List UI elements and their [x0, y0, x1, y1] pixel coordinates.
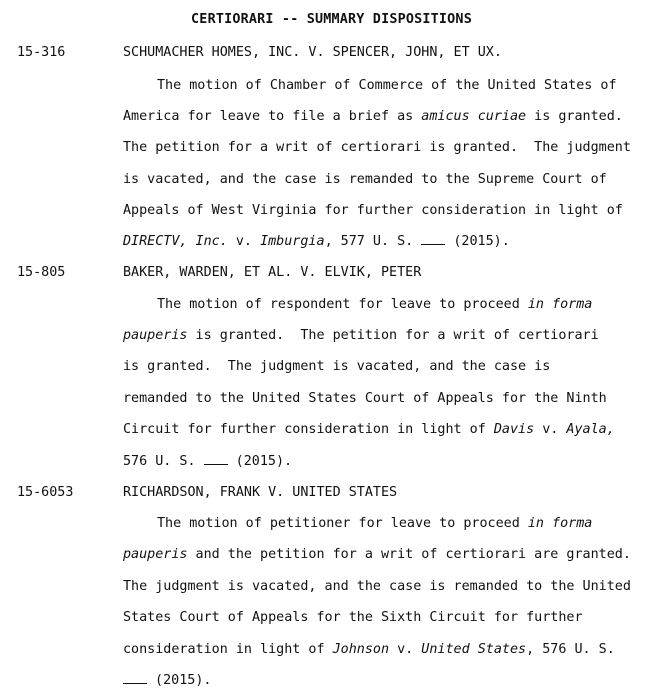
opinion-line: pauperis is granted. The petition for a writ of certiorari — [123, 328, 599, 343]
page-blank — [421, 233, 445, 245]
opinion-line: The judgment is vacated, and the case is remanded to the United — [123, 579, 631, 594]
opinion-line: States Court of Appeals for the Sixth Circuit for further — [123, 610, 583, 625]
opinion-line: (2015). — [123, 671, 212, 691]
case-caption: RICHARDSON, FRANK V. UNITED STATES — [123, 485, 398, 500]
opinion-line: Circuit for further consideration in light of Davis v. Ayala, — [123, 422, 615, 437]
section-heading: CERTIORARI -- SUMMARY DISPOSITIONS — [191, 12, 472, 27]
opinion-line: The petition for a writ of certiorari is granted. The judgment — [123, 140, 631, 155]
opinion-line: pauperis and the petition for a writ of certiorari are granted. — [123, 547, 631, 562]
page-blank — [204, 453, 228, 465]
docket-number: 15-805 — [17, 265, 66, 280]
opinion-line: consideration in light of Johnson v. United States, 576 U. S. — [123, 642, 615, 657]
docket-number: 15-316 — [17, 45, 66, 60]
case-caption: SCHUMACHER HOMES, INC. V. SPENCER, JOHN, ET UX. — [123, 45, 502, 60]
opinion-line: America for leave to file a brief as amicus curiae is granted. — [123, 109, 623, 124]
opinion-line: is granted. The judgment is vacated, and the case is — [123, 359, 551, 374]
opinion-line: The motion of Chamber of Commerce of the United States of — [157, 78, 617, 93]
opinion-line: Appeals of West Virginia for further consideration in light of — [123, 203, 623, 218]
opinion-line: The motion of petitioner for leave to proceed in forma — [157, 516, 593, 531]
case-caption: BAKER, WARDEN, ET AL. V. ELVIK, PETER — [123, 265, 422, 280]
opinion-line: is vacated, and the case is remanded to the Supreme Court of — [123, 172, 607, 187]
docket-number: 15-6053 — [17, 485, 74, 500]
opinion-line: remanded to the United States Court of Appeals for the Ninth — [123, 391, 607, 406]
opinion-line: DIRECTV, Inc. v. Imburgia, 577 U. S. (2015). — [123, 234, 510, 249]
opinion-line: The motion of respondent for leave to proceed in forma — [157, 297, 593, 312]
opinion-line: 576 U. S. (2015). — [123, 454, 293, 469]
page-blank — [123, 672, 147, 684]
